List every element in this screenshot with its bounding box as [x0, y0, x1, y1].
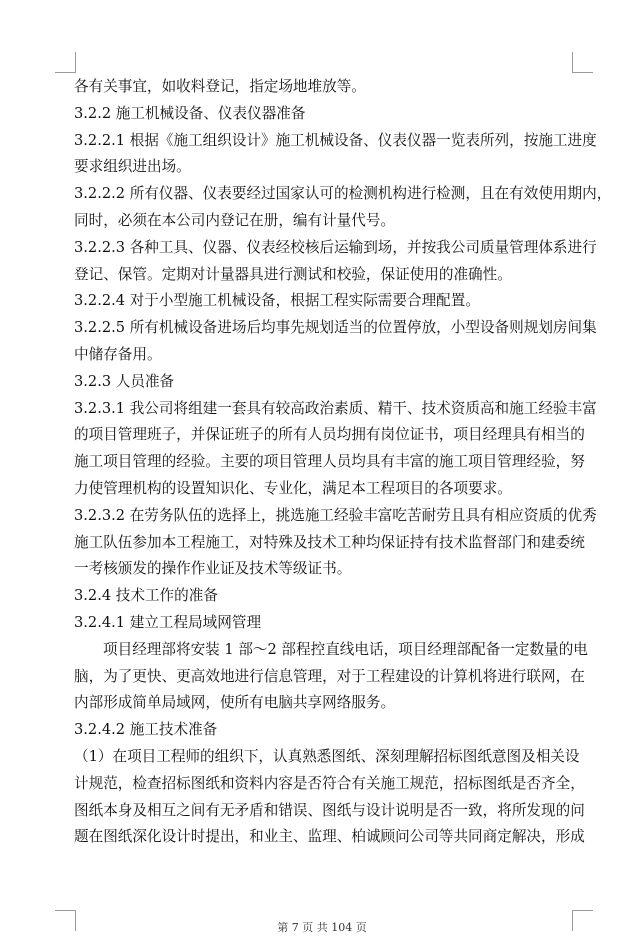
text-line: 各有关事宜，如收料登记，指定场地堆放等。	[74, 78, 366, 95]
text-line: 3.2.2.1 根据《施工组织设计》施工机械设备、仪表仪器一览表所列，按施工进度	[74, 131, 597, 149]
text-line: 要求组织进出场。	[74, 158, 191, 176]
text-line: 的项目管理班子，并保证班子的所有人员均拥有岗位证书，项目经理具有相当的	[74, 426, 585, 444]
text-line: 脑，为了更快、更高效地进行信息管理，对于工程建设的计算机将进行联网，在	[74, 667, 585, 685]
text-line: 中储存备用。	[74, 345, 162, 363]
crop-mark-top-right	[572, 52, 593, 73]
text-line: 施工队伍参加本工程施工，对特殊及技术工种均保证持有技术监督部门和建委统	[74, 533, 585, 551]
text-line: 3.2.2.4 对于小型施工机械设备，根据工程实际需要合理配置。	[74, 292, 480, 310]
text-line: 力使管理机构的设置知识化、专业化，满足本工程项目的各项要求。	[74, 479, 512, 497]
text-line: （1）在项目工程师的组织下，认真熟悉图纸、深刻理解招标图纸意图及相关设	[74, 747, 580, 765]
body-text	[74, 74, 612, 851]
crop-mark-top-left	[55, 52, 76, 73]
text-line: 3.2.2.2 所有仪器、仪表要经过国家认可的检测机构进行检测，且在有效使用期内，	[74, 185, 612, 203]
text-line: 3.2.2 施工机械设备、仪表仪器准备	[74, 104, 306, 122]
page-number-footer: 第 7 页 共 104 页	[277, 921, 367, 934]
text-line: 3.2.4 技术工作的准备	[74, 587, 218, 605]
text-line: 登记、保管。定期对计量器具进行测试和校验，保证使用的准确性。	[74, 265, 512, 283]
text-line: 同时，必须在本公司内登记在册，编有计量代号。	[74, 211, 396, 229]
text-line: 3.2.2.3 各种工具、仪器、仪表经校核后运输到场，并按我公司质量管理体系进行	[74, 238, 597, 256]
text-line: 项目经理部将安装 1 部～2 部程控直线电话，项目经理部配备一定数量的电	[103, 640, 588, 658]
text-line: 计规范，检查招标图纸和资料内容是否符合有关施工规范，招标图纸是否齐全，	[74, 774, 585, 792]
text-line: 内部形成简单局域网，使所有电脑共享网络服务。	[74, 694, 396, 712]
text-line: 3.2.3 人员准备	[74, 372, 175, 390]
text-line: 题在图纸深化设计时提出，和业主、监理、柏诚顾问公司等共同商定解决，形成	[74, 828, 585, 846]
text-line: 图纸本身及相互之间有无矛盾和错误、图纸与设计说明是否一致，将所发现的问	[74, 801, 585, 819]
text-line: 施工项目管理的经验。主要的项目管理人员均具有丰富的施工项目管理经验，努	[74, 453, 585, 471]
text-line: 3.2.3.1 我公司将组建一套具有较高政治素质、精干、技术资质高和施工经验丰富	[74, 399, 597, 417]
text-line: 3.2.4.1 建立工程局域网管理	[74, 613, 262, 631]
text-line: 3.2.4.2 施工技术准备	[74, 721, 218, 739]
text-line: 3.2.2.5 所有机械设备进场后均事先规划适当的位置停放，小型设备则规划房间集	[74, 319, 597, 337]
text-line: 一考核颁发的操作作业证及技术等级证书。	[74, 560, 352, 578]
text-line: 3.2.3.2 在劳务队伍的选择上，挑选施工经验丰富吃苦耐劳且具有相应资质的优秀	[74, 506, 597, 524]
